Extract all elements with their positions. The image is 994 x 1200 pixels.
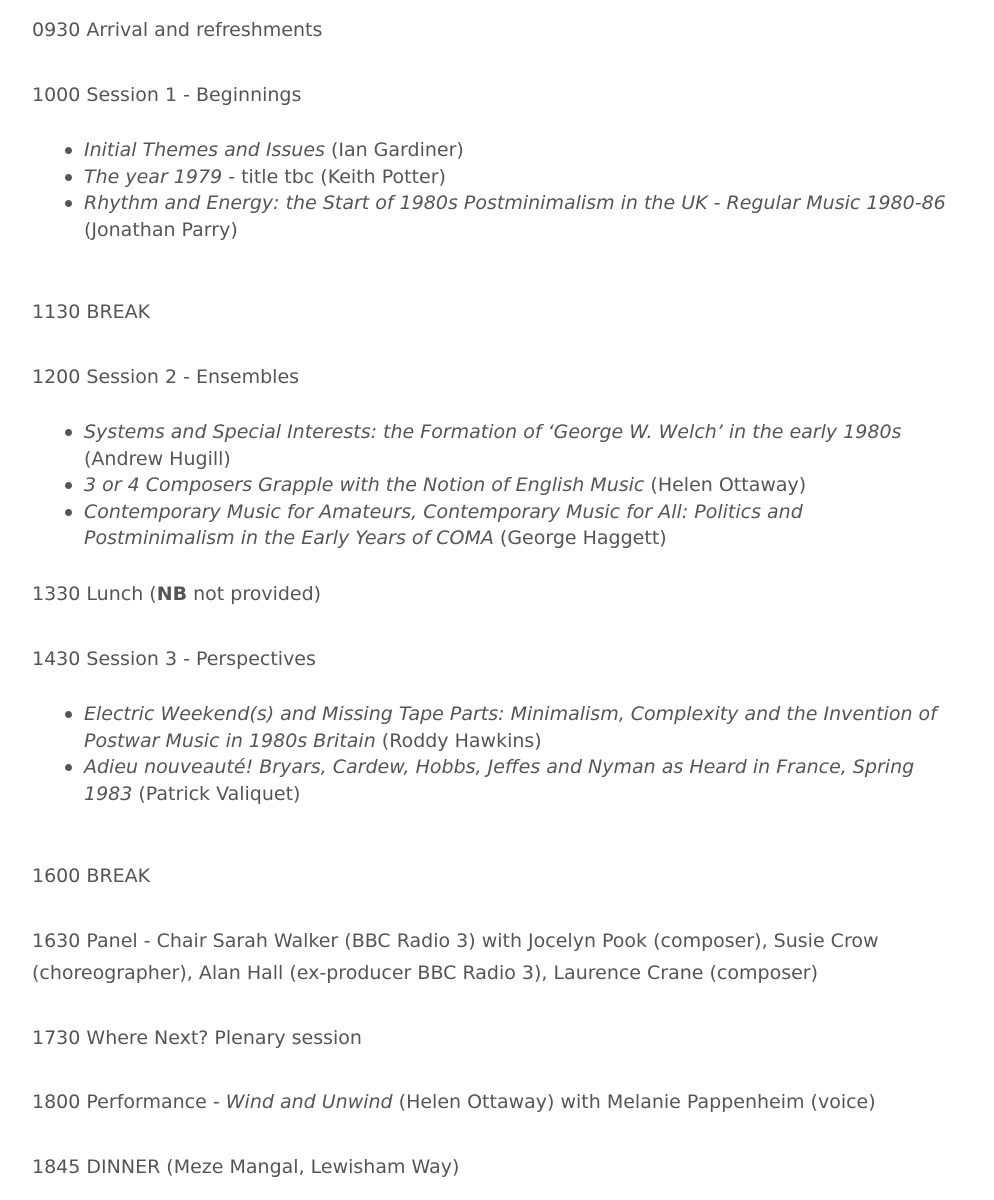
- schedule-item-panel: [32, 925, 962, 989]
- talk-speaker: (Patrick Valiquet): [132, 782, 301, 805]
- talk-title: Electric Weekend(s) and Missing Tape Parts: Minimalism, Complexity and the Invention of Postwar Music in 1980s Britain: [84, 703, 937, 752]
- talk-item: [84, 137, 954, 164]
- talk-title: 3 or 4 Composers Grapple with the Notion of English Music: [84, 474, 645, 496]
- talk-speaker: (Jonathan Parry): [84, 218, 238, 241]
- schedule-item-arrival: [32, 14, 962, 46]
- lunch-note: not provided): [187, 583, 322, 605]
- panel-text: Panel - Chair Sarah Walker (BBC Radio 3) with Jocelyn Pook (composer), Susie Crow (choreographer), Alan Hall (ex-producer BBC Radio 3), Laurence Crane (composer): [32, 930, 879, 984]
- session-1-talk-list: [84, 137, 954, 243]
- performance-credits: (Helen Ottaway) with Melanie Pappenheim (voice): [392, 1091, 876, 1113]
- talk-item: [84, 164, 954, 191]
- performance-title: Wind and Unwind: [225, 1091, 393, 1113]
- talk-item: [84, 190, 954, 243]
- session-heading-2: [32, 361, 962, 393]
- item-text: Where Next? Plenary session: [86, 1027, 362, 1049]
- talk-title: Rhythm and Energy: the Start of 1980s Postminimalism in the UK - Regular Music 1980-86: [84, 192, 946, 214]
- talk-title: Contemporary Music for Amateurs, Contemporary Music for All: Politics and Postminimalism in the Early Years of COMA: [84, 500, 803, 549]
- talk-title: Adieu nouveauté! Bryars, Cardew, Hobbs, Jeffes and Nyman as Heard in France, Spring 1983: [84, 756, 915, 805]
- item-text: Arrival and refreshments: [86, 19, 323, 41]
- talk-item: [84, 754, 954, 807]
- talk-item: [84, 499, 954, 552]
- time: 1730: [32, 1027, 81, 1049]
- time: 0930: [32, 19, 81, 41]
- lunch-text: Lunch (: [86, 583, 157, 605]
- schedule-item-break-1: [32, 296, 962, 328]
- session-title: Session 3 - Perspectives: [86, 648, 316, 670]
- talk-speaker: (Andrew Hugill): [84, 447, 231, 470]
- time: 1630: [32, 930, 81, 952]
- session-2-talk-list: [84, 419, 954, 552]
- schedule-item-lunch: [32, 578, 962, 610]
- time: 1800: [32, 1091, 81, 1113]
- item-text: BREAK: [86, 301, 151, 323]
- session-title: Session 1 - Beginnings: [86, 84, 302, 106]
- nb-note: NB: [156, 583, 188, 605]
- talk-speaker: (George Haggett): [493, 527, 667, 549]
- talk-speaker: (Ian Gardiner): [324, 139, 464, 161]
- time: 1600: [32, 865, 81, 887]
- talk-title: Initial Themes and Issues: [84, 139, 325, 161]
- item-text: DINNER (Meze Mangal, Lewisham Way): [86, 1156, 460, 1178]
- talk-title: The year 1979: [84, 165, 223, 188]
- item-text: BREAK: [86, 865, 151, 887]
- time: 1430: [32, 648, 81, 670]
- performance-label: Performance -: [86, 1091, 226, 1113]
- talk-item: [84, 701, 954, 754]
- time: 1130: [32, 301, 81, 323]
- schedule-item-dinner: [32, 1151, 962, 1183]
- time: 1000: [32, 84, 81, 106]
- time: 1200: [32, 366, 81, 388]
- session-3-talk-list: [84, 701, 954, 807]
- talk-speaker: (Helen Ottaway): [644, 474, 807, 496]
- time: 1845: [32, 1156, 81, 1178]
- schedule-item-performance: [32, 1086, 962, 1118]
- talk-item: [84, 472, 954, 499]
- session-title: Session 2 - Ensembles: [86, 366, 300, 388]
- time: 1330: [32, 583, 81, 605]
- session-heading-1: [32, 79, 962, 111]
- talk-item: [84, 419, 954, 472]
- talk-title: Systems and Special Interests: the Formation of ‘George W. Welch’ in the early 1980s: [84, 421, 902, 443]
- session-heading-3: [32, 643, 962, 675]
- schedule-item-plenary: [32, 1022, 962, 1054]
- schedule-item-break-2: [32, 860, 962, 892]
- talk-speaker: (Roddy Hawkins): [375, 729, 542, 752]
- talk-speaker: - title tbc (Keith Potter): [222, 165, 446, 188]
